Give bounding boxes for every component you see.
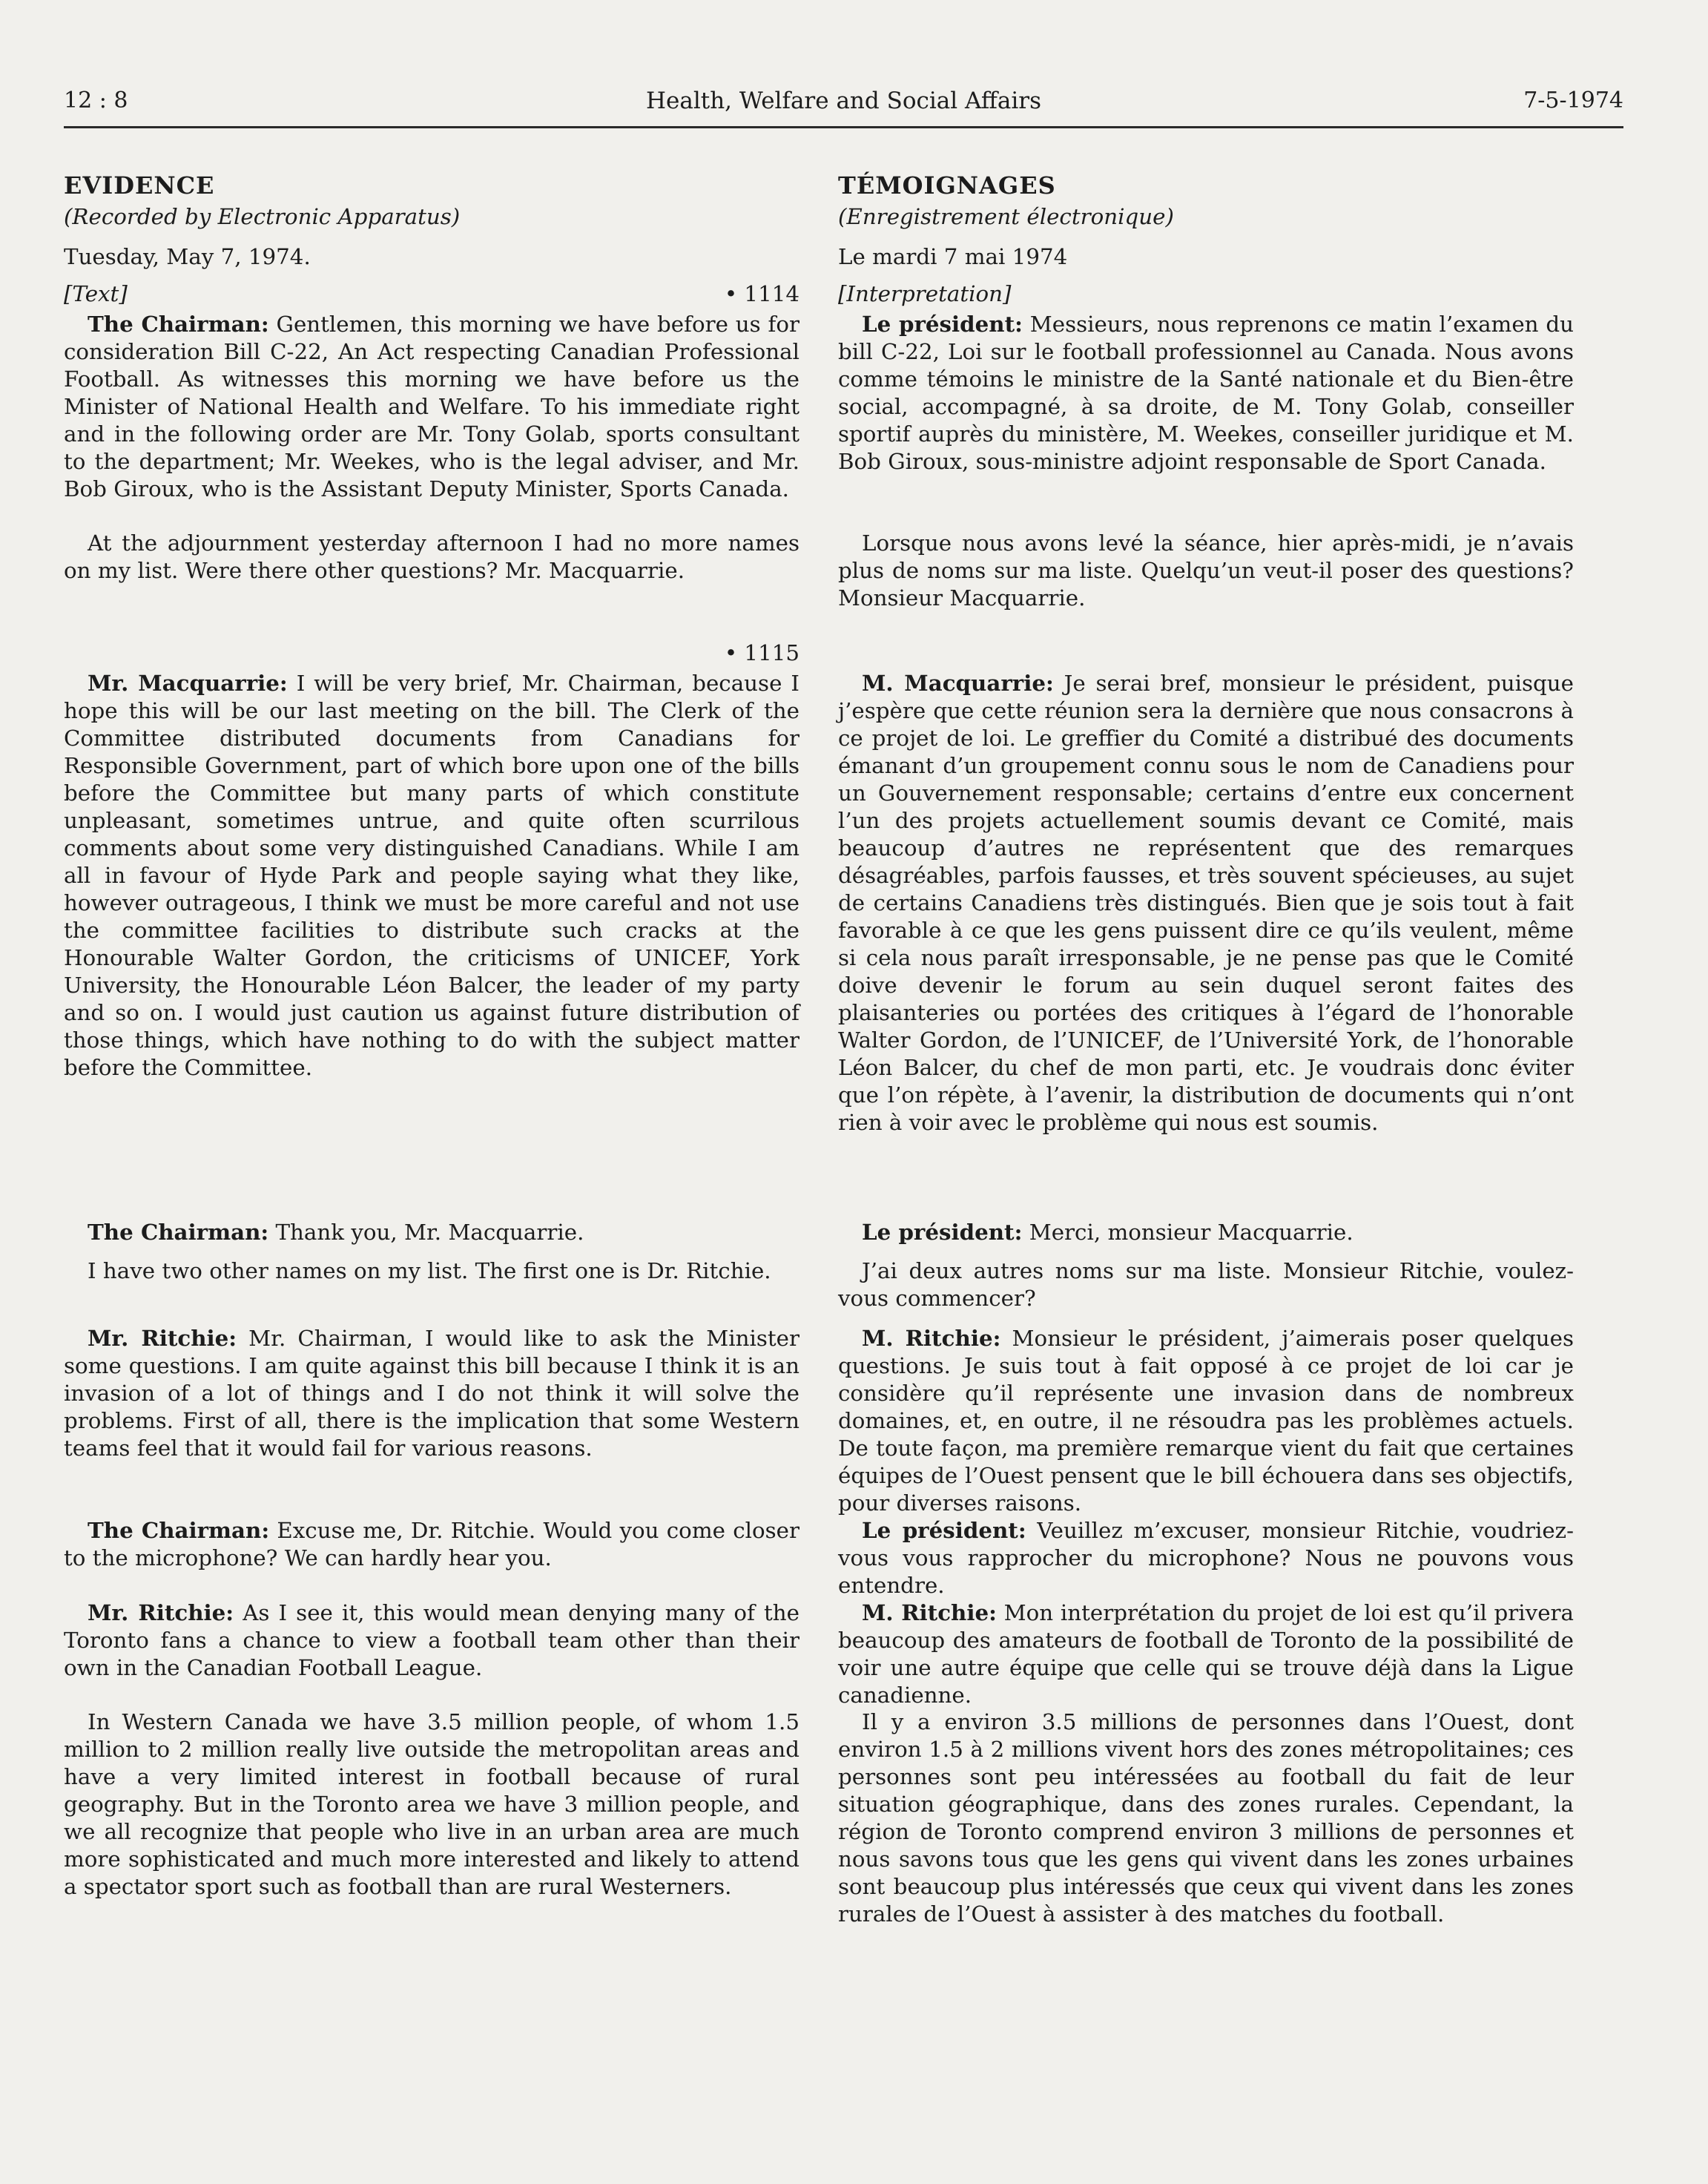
paragraph-president-micro (838, 1516, 1574, 1599)
speech-text: As I see it, this would mean denying many of the Toronto fans a chance to view a football team other than their own in the Canadian Football League. (64, 1600, 799, 1680)
interpretation-label: [Interpretation] (838, 281, 1012, 306)
speaker-name: Le président: (862, 1219, 1023, 1245)
time-marker-1114: • 1114 (724, 281, 799, 306)
speech-text: I will be very brief, Mr. Chairman, because I hope this will be our last meeting on the bill. The Clerk of the Committee distributed documents from Canadians for Responsible Government, part of which bore upon one of the bills before the Committee but many parts of which constitute unpleasant, sometimes untrue, and quite often scurrilous comments about some very distinguished Canadians. While I am all in favour of Hyde Park and people saying what they like, however outrageous, I think we must be more careful and not use the committee facilities to distribute such cracks at the Honourable Walter Gordon, the criticisms of UNICEF, York University, the Honourable Léon Balcer, the leader of my party and so on. I would just caution us against future distribution of those things, which have nothing to do with the subject matter before the Committee. (64, 671, 799, 1080)
speech-text: Veuillez m’excuser, monsieur Ritchie, voudriez-vous vous rapprocher du microphone? Nous ne pouvons vous entendre. (838, 1518, 1574, 1598)
speech-text: I have two other names on my list. The first one is Dr. Ritchie. (88, 1258, 771, 1283)
header-rule (64, 126, 1623, 128)
speech-text: In Western Canada we have 3.5 million people, of whom 1.5 million to 2 million really live outside the metropolitan areas and have a very limited interest in football because of rural geography. But in the Toronto area we have 3 million people, and we all recognize that people who live in an urban area are much more sophisticated and much more interested and likely to attend a spectator sport such as football than are rural Westerners. (64, 1709, 799, 1899)
paragraph-ritchie-fr-2 (838, 1599, 1574, 1708)
page-number: 12 : 8 (64, 88, 128, 114)
speaker-name: Le président: (862, 311, 1023, 337)
speech-text: Messieurs, nous reprenons ce matin l’examen du bill C-22, Loi sur le football professionnel au Canada. Nous avons comme témoins le ministre de la Santé nationale et du Bien-être social, accompagné, à sa droite, de M. Tony Golab, conseiller sportif auprès du ministère, M. Weekes, conseiller juridique et M. Bob Giroux, sous-ministre adjoint responsable de Sport Canada. (838, 312, 1574, 474)
paragraph-chairman-opening (64, 310, 799, 530)
speech-text: Il y a environ 3.5 millions de personnes dans l’Ouest, dont environ 1.5 à 2 millions vivent hors des zones métropolitaines; ces personnes sont peu intéressées au football du fait de leur situation géographique, dans des zones rurales. Cependant, la région de Toronto comprend environ 3 millions de personnes et nous savons tous que les gens qui vivent dans les zones urbaines sont beaucoup plus intéressés que ceux qui vivent dans les zones rurales de l’Ouest à assister à des matches du football. (838, 1709, 1574, 1927)
time-marker-1115: • 1115 (724, 640, 799, 665)
speech-text: Mr. Chairman, I would like to ask the Minister some questions. I am quite against this bill because I think it is an invasion of a lot of things and I do not think it will solve the problems. First of all, there is the implication that some Western teams feel that it would fail for various reasons. (64, 1326, 799, 1461)
speaker-name: The Chairman: (88, 311, 269, 337)
paragraph-noms-liste (838, 1257, 1574, 1312)
speaker-name: Mr. Ritchie: (88, 1325, 237, 1351)
french-column (838, 172, 1574, 1928)
paragraph-ritchie-2 (64, 1599, 799, 1708)
recording-note-fr: (Enregistrement électronique) (838, 204, 1174, 229)
committee-title: Health, Welfare and Social Affairs (645, 88, 1042, 114)
header-date: 7-5-1974 (1523, 88, 1623, 114)
paragraph-ritchie-1 (64, 1324, 799, 1516)
english-column (64, 172, 799, 1901)
running-header (64, 88, 1623, 125)
paragraph-president-merci (838, 1218, 1574, 1246)
speaker-name: Le président: (862, 1517, 1026, 1543)
speech-text: Excuse me, Dr. Ritchie. Would you come closer to the microphone? We can hardly hear you. (64, 1518, 799, 1570)
speech-text: Merci, monsieur Macquarrie. (1022, 1220, 1353, 1245)
evidence-heading: EVIDENCE (64, 171, 215, 200)
paragraph-seance (838, 530, 1574, 639)
speech-text: Gentlemen, this morning we have before us for consideration Bill C-22, An Act respecting Canadian Professional Football. As witnesses this morning we have before us the Minister of National Health and Welfare. To his immediate right and in the following order are Mr. Tony Golab, sports consultant to the department; Mr. Weekes, who is the legal adviser, and Mr. Bob Giroux, who is the Assistant Deputy Minister, Sports Canada. (64, 312, 799, 501)
paragraph-chairman-microphone (64, 1516, 799, 1599)
speaker-name: Mr. Ritchie: (88, 1599, 234, 1625)
paragraph-macquarrie-fr (838, 669, 1574, 1218)
sitting-date-fr: Le mardi 7 mai 1974 (838, 244, 1068, 269)
recording-note: (Recorded by Electronic Apparatus) (64, 204, 461, 229)
speaker-name: The Chairman: (88, 1517, 270, 1543)
paragraph-names-list (64, 1257, 799, 1312)
paragraph-ritchie-fr-1 (838, 1324, 1574, 1516)
text-marker-row (64, 280, 799, 310)
temoignages-heading: TÉMOIGNAGES (838, 171, 1056, 200)
sitting-date: Tuesday, May 7, 1974. (64, 244, 311, 269)
speech-text: Lorsque nous avons levé la séance, hier après-midi, je n’avais plus de noms sur ma liste. Quelqu’un veut-il poser des questions? Monsieur Macquarrie. (838, 530, 1574, 611)
paragraph-western-canada (64, 1708, 799, 1901)
paragraph-chairman-thanks (64, 1218, 799, 1246)
paragraph-macquarrie (64, 669, 799, 1218)
speaker-name: M. Macquarrie: (862, 670, 1054, 696)
speaker-name: Mr. Macquarrie: (88, 670, 288, 696)
speaker-name: M. Ritchie: (862, 1599, 997, 1625)
speech-text: At the adjournment yesterday afternoon I had no more names on my list. Were there other questions? Mr. Macquarrie. (64, 530, 799, 583)
speech-text: Je serai bref, monsieur le président, puisque j’espère que cette réunion sera la dernière que nous consacrons à ce projet de loi. Le greffier du Comité a distribué des documents émanant d’un groupement connu sous le nom de Canadiens pour un Gouvernement responsable; certains d’entre eux concernent l’un des projets actuellement soumis devant ce Comité, mais beaucoup d’autres ne représentent que des remarques désagréables, parfois fausses, et très souvent spécieuses, au sujet de certains Canadiens très distingués. Bien que je sois tout à fait favorable à ce que les gens puissent dire ce qu’ils veulent, même si cela nous paraît irresponsable, je ne pense pas que le Comité doive devenir le forum au sein duquel seront faites des plaisanteries ou portées des critiques à l’égard de l’honorable Walter Gordon, de l’UNICEF, de l’Université York, de l’honorable Léon Balcer, du chef de mon parti, etc. Je voudrais donc éviter que l’on répète, à l’avenir, la distribution de documents qui n’ont rien à voir avec le problème qui nous est soumis. (838, 671, 1574, 1135)
paragraph-adjournment (64, 530, 799, 639)
speaker-name: The Chairman: (88, 1219, 269, 1245)
speech-text: Thank you, Mr. Macquarrie. (268, 1220, 584, 1245)
interpretation-marker-row (838, 280, 1574, 310)
speech-text: J’ai deux autres noms sur ma liste. Monsieur Ritchie, voulez-vous commencer? (838, 1258, 1574, 1311)
speaker-name: M. Ritchie: (862, 1325, 1001, 1351)
paragraph-ouest (838, 1708, 1574, 1928)
speech-text: Monsieur le président, j’aimerais poser quelques questions. Je suis tout à fait opposé à ce projet de loi car je considère qu’il représente une invasion dans de nombreux domaines, et, en outre, il ne résoudra pas les problèmes actuels. De toute façon, ma première remarque vient du fait que certaines équipes de l’Ouest pensent que le bill échouera dans ses objectifs, pour diverses raisons. (838, 1326, 1575, 1516)
speech-text: Mon interprétation du projet de loi est qu’il privera beaucoup des amateurs de football de Toronto de la possibilité de voir une autre équipe que celle qui se trouve déjà dans la Ligue canadienne. (838, 1600, 1575, 1708)
paragraph-president-opening (838, 310, 1574, 530)
text-label: [Text] (64, 281, 128, 306)
